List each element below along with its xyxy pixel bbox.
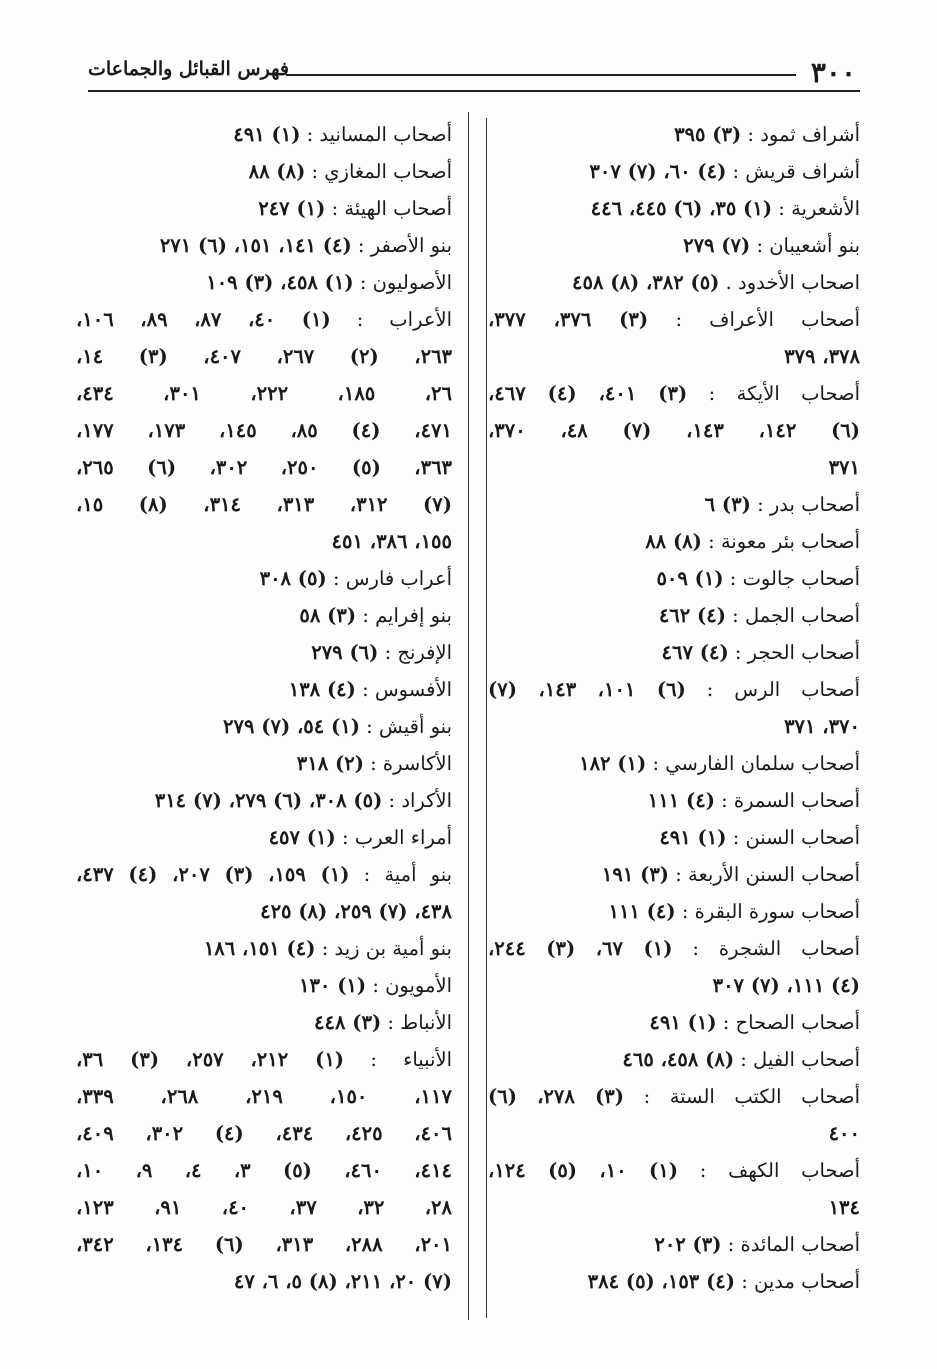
index-entry: [76, 634, 452, 671]
index-refs: (٤) ١٥٣، (٥) ٣٨٤: [587, 1270, 736, 1293]
index-entry-line: [76, 782, 452, 819]
index-term: بنو أقيش :: [366, 715, 452, 738]
index-entry-line: [76, 560, 452, 597]
index-refs: (٤) ١١١، (٧) ٣٠٧: [712, 974, 860, 997]
index-term: الأنبياء :: [370, 1048, 452, 1071]
index-refs: (٤) ١٥١، ١٨٦: [203, 937, 316, 960]
index-term: أصحاب الصحاح :: [722, 1011, 860, 1034]
index-entry: [488, 1041, 860, 1078]
index-entry-line: [488, 523, 860, 560]
index-entry-line: [488, 1226, 860, 1263]
header-dash: [286, 74, 796, 76]
index-entry: [76, 708, 452, 745]
index-entry: [76, 671, 452, 708]
index-term: الإفرنج :: [384, 641, 452, 664]
index-refs: ٤٧١، (٤) ٨٥، ١٤٥، ١٧٣، ١٧٧،: [76, 419, 452, 442]
index-refs: ١٥٥، ٣٨٦، ٤٥١: [331, 530, 452, 553]
index-refs: (٥) ٣٠٨، (٦) ٢٧٩، (٧) ٣١٤: [154, 789, 383, 812]
index-refs: (١) ٢١٢، ٢٥٧، (٣) ٣٦،: [76, 1048, 345, 1071]
index-entry: [488, 116, 860, 153]
index-entry-line: [488, 819, 860, 856]
index-refs: ٢٠١، ٢٨٨، ٣١٣، (٦) ١٣٤، ٣٤٢،: [76, 1233, 452, 1256]
index-refs: (٧) ٢٧٩: [683, 234, 751, 257]
index-entry-line: [488, 930, 860, 967]
index-term: أصحاب مدين :: [741, 1270, 860, 1293]
index-entry-line: [488, 1004, 860, 1041]
index-entry-line: [76, 375, 452, 412]
index-entry: [488, 1226, 860, 1263]
index-entry-line: [488, 153, 860, 190]
index-term: الأكاسرة :: [370, 752, 452, 775]
index-refs: (٤) ١٣٨: [288, 678, 356, 701]
index-term: أشراف قريش :: [732, 160, 860, 183]
index-refs: (٥) ٣٠٨: [259, 567, 327, 590]
index-term: أمراء العرب :: [341, 826, 452, 849]
index-entry: [488, 486, 860, 523]
index-term: أصحاب سورة البقرة :: [681, 900, 860, 923]
index-term: أصحاب المسانيد :: [306, 123, 452, 146]
index-refs: (١) ٤٥٨، (٣) ١٠٩: [206, 271, 354, 294]
index-refs: (١) ٤٩١: [659, 826, 727, 849]
index-refs: (٣) ٦: [704, 493, 751, 516]
index-entry: [488, 671, 860, 745]
index-refs: (١) ٤٩١: [233, 123, 301, 146]
column-divider: [468, 112, 469, 1320]
index-entry-line: [488, 190, 860, 227]
index-entry-line: [488, 301, 860, 338]
index-entry: [76, 967, 452, 1004]
index-entry-line: [76, 1226, 452, 1263]
index-refs: (٣) ٤٠١، (٤) ٤٦٧،: [488, 382, 688, 405]
index-term: بنو إفرايم :: [362, 604, 452, 627]
index-entry-line: [488, 486, 860, 523]
index-refs: (١) ١٨٢: [579, 752, 647, 775]
index-refs: ٣٦٣، (٥) ٢٥٠، ٣٠٢، (٦) ٢٦٥،: [76, 456, 453, 479]
index-refs: (٦) ١٤٢، ١٤٣، (٧) ٤٨، ٣٧٠،: [488, 419, 861, 442]
index-entry-line: [76, 1263, 452, 1300]
index-term: الأصوليون :: [359, 271, 452, 294]
index-refs: ٢٦، ١٨٥، ٢٢٢، ٣٠١، ٤٣٤،: [76, 382, 452, 405]
index-entry-line: [76, 1115, 452, 1152]
index-entry-line: [76, 708, 452, 745]
index-refs: (١) ٣٥، (٦) ٤٤٥، ٤٤٦: [590, 197, 773, 220]
index-term: أصحاب السنن الأربعة :: [675, 863, 860, 886]
index-refs: (٣) ٣٩٥: [674, 123, 742, 146]
index-entry-line: [488, 1115, 860, 1152]
index-refs: (١) ٢٤٧: [258, 197, 326, 220]
index-entry: [488, 634, 860, 671]
index-refs: (٧) ٢٠، ٢١١، (٨) ٥، ٦، ٤٧: [233, 1270, 452, 1293]
index-entry: [76, 264, 452, 301]
index-refs: (١) ٥٠٩: [656, 567, 724, 590]
index-entry-line: [488, 782, 860, 819]
index-refs: (٨) ٨٨: [248, 160, 306, 183]
index-entry: [488, 1152, 860, 1226]
index-entry: [76, 819, 452, 856]
index-refs: (٤) ١٤١، ١٥١، (٦) ٢٧١: [159, 234, 352, 257]
index-entry: [488, 1078, 860, 1152]
index-term: أصحاب جالوت :: [729, 567, 860, 590]
index-refs: (٣) ٣٧٦، ٣٧٧،: [488, 308, 649, 331]
index-entry-line: [488, 1152, 860, 1189]
index-refs: (٧) ٣١٢، ٣١٣، ٣١٤، (٨) ١٥،: [76, 493, 452, 516]
index-entry: [488, 782, 860, 819]
index-refs: ١٣٤: [828, 1196, 860, 1219]
index-entry-line: [488, 1263, 860, 1300]
index-term: أصحاب الهيئة :: [331, 197, 452, 220]
index-entry-line: [488, 1189, 860, 1226]
index-entry-line: [488, 338, 860, 375]
index-entry-line: [488, 967, 860, 1004]
index-term: أصحاب الجمل :: [732, 604, 860, 627]
index-entry-line: [76, 116, 452, 153]
column-divider: [486, 118, 487, 1318]
index-column-right: [488, 116, 860, 1300]
index-refs: ٣٧٠، ٣٧١: [784, 715, 860, 738]
index-entry-line: [76, 449, 452, 486]
index-entry: [488, 745, 860, 782]
index-entry-line: [76, 819, 452, 856]
index-term: أعراب فارس :: [332, 567, 452, 590]
index-term: الأمويون :: [372, 974, 452, 997]
index-refs: (١) ١٠، (٥) ١٢٤،: [488, 1159, 678, 1182]
index-entry-line: [76, 597, 452, 634]
index-term: أصحاب بئر معونة :: [708, 530, 860, 553]
index-entry: [76, 856, 452, 930]
index-entry-line: [76, 893, 452, 930]
index-term: أصحاب سلمان الفارسي :: [652, 752, 860, 775]
index-term: أصحاب الفيل :: [740, 1048, 860, 1071]
index-term: أصحاب بدر :: [757, 493, 860, 516]
index-column-left: [76, 116, 452, 1300]
index-entry-line: [488, 412, 860, 449]
index-entry-line: [488, 227, 860, 264]
index-entry: [76, 1004, 452, 1041]
index-term: أصحاب الشجرة :: [692, 937, 861, 960]
index-refs: (٣) ١٩١: [601, 863, 670, 886]
index-entry: [76, 227, 452, 264]
index-entry: [488, 1004, 860, 1041]
index-term: أصحاب الكتب الستة :: [643, 1085, 861, 1108]
index-entry-line: [488, 264, 860, 301]
index-refs: (٥) ٣٨٢، (٨) ٤٥٨: [572, 271, 720, 294]
index-term: اصحاب الأخدود .: [725, 271, 860, 294]
index-refs: ٣٧٨، ٣٧٩: [784, 345, 860, 368]
index-refs: ٤١٤، ٤٦٠، (٥) ٣، ٤، ٩، ١٠،: [76, 1159, 453, 1182]
index-refs: ٢٨، ٣٢، ٣٧، ٤٠، ٩١، ١٢٣،: [76, 1196, 452, 1219]
index-entry-line: [488, 597, 860, 634]
index-term: أصحاب الكهف :: [699, 1159, 861, 1182]
index-term: الأفسوس :: [362, 678, 452, 701]
index-refs: (٣) ٤٤٨: [314, 1011, 382, 1034]
index-entry: [76, 782, 452, 819]
index-refs: (٤) ٤٦٢: [658, 604, 726, 627]
index-entry-line: [488, 375, 860, 412]
index-term: بنو أمية :: [363, 863, 453, 886]
index-entry-line: [488, 745, 860, 782]
index-entry: [76, 116, 452, 153]
index-refs: ٣٧١: [828, 456, 860, 479]
index-entry-line: [488, 671, 860, 708]
index-entry-line: [76, 1189, 452, 1226]
index-refs: (٦) ٢٧٩: [311, 641, 379, 664]
index-entry-line: [76, 338, 452, 375]
index-entry-line: [76, 264, 452, 301]
header-rule: [88, 90, 860, 92]
index-entry-line: [488, 856, 860, 893]
index-entry-line: [76, 153, 452, 190]
index-term: بنو أمية بن زيد :: [321, 937, 452, 960]
index-entry: [488, 930, 860, 1004]
index-refs: (١) ٤٩١: [649, 1011, 717, 1034]
index-entry: [76, 153, 452, 190]
index-term: أشراف ثمود :: [747, 123, 860, 146]
index-entry: [488, 227, 860, 264]
index-refs: (٢) ٣١٨: [296, 752, 364, 775]
index-entry-line: [76, 486, 452, 523]
index-refs: (٣) ٢٠٢: [654, 1233, 722, 1256]
index-entry: [488, 190, 860, 227]
index-entry: [488, 264, 860, 301]
index-refs: ١١٧، ١٥٠، ٢١٩، ٢٦٨، ٣٣٩،: [76, 1085, 452, 1108]
index-refs: (١) ١٣٠: [298, 974, 367, 997]
index-entry-line: [488, 893, 860, 930]
index-term: الأعراب :: [356, 308, 452, 331]
index-entry: [488, 523, 860, 560]
index-refs: (٤) ١١١: [647, 789, 715, 812]
index-term: الأشعرية :: [778, 197, 860, 220]
index-entry: [488, 153, 860, 190]
index-entry-line: [488, 116, 860, 153]
index-term: أصحاب السمرة :: [721, 789, 860, 812]
index-entry: [76, 190, 452, 227]
index-refs: (١) ٤٥٧: [268, 826, 336, 849]
index-entry-line: [76, 856, 452, 893]
index-entry-line: [488, 1078, 860, 1115]
index-entry: [76, 560, 452, 597]
index-refs: ٤٠٠: [828, 1122, 860, 1145]
index-entry-line: [488, 634, 860, 671]
index-entry-line: [76, 671, 452, 708]
index-refs: (٤) ٦٠، (٧) ٣٠٧: [589, 160, 727, 183]
index-entry: [488, 893, 860, 930]
index-refs: (٨) ٨٨: [645, 530, 702, 553]
index-term: أصحاب السنن :: [732, 826, 860, 849]
index-term: بنو الأصفر :: [357, 234, 452, 257]
index-refs: (١) ١٥٩، (٣) ٢٠٧، (٤) ٤٣٧،: [76, 863, 350, 886]
index-term: الأنباط :: [387, 1011, 452, 1034]
index-term: أصحاب الرس :: [706, 678, 860, 701]
index-refs: (١) ٦٧، (٣) ٢٤٤،: [488, 937, 673, 960]
index-entry: [488, 597, 860, 634]
index-entry-line: [76, 227, 452, 264]
page-number: ٣٠٠: [810, 56, 856, 89]
index-entry-line: [76, 1152, 452, 1189]
index-entry-line: [76, 1041, 452, 1078]
running-title: فهرس القبائل والجماعات: [88, 58, 289, 80]
index-entry-line: [76, 1078, 452, 1115]
index-entry: [76, 930, 452, 967]
index-refs: (١) ٥٤، (٧) ٢٧٩: [223, 715, 360, 738]
page-header: [88, 52, 860, 92]
index-term: أصحاب الأيكة :: [708, 382, 861, 405]
index-entry-line: [76, 967, 452, 1004]
index-entry-line: [76, 523, 452, 560]
index-refs: (٦) ١٠١، ١٤٣، (٧): [488, 678, 686, 701]
index-entry-line: [488, 1041, 860, 1078]
index-term: أصحاب الأعراف :: [675, 308, 861, 331]
index-entry-line: [76, 301, 452, 338]
index-entry: [76, 597, 452, 634]
index-refs: (٣) ٢٧٨، (٦): [488, 1085, 624, 1108]
index-entry: [488, 375, 860, 486]
index-entry-line: [76, 745, 452, 782]
index-entry-line: [488, 560, 860, 597]
index-refs: (٣) ٥٨: [299, 604, 357, 627]
index-entry: [76, 301, 452, 560]
index-term: الأكراد :: [388, 789, 452, 812]
index-entry: [76, 1041, 452, 1300]
index-refs: (١) ٤٠، ٨٧، ٨٩، ١٠٦،: [76, 308, 331, 331]
index-entry-line: [488, 708, 860, 745]
index-entry: [76, 745, 452, 782]
index-term: أصحاب المغازي :: [311, 160, 452, 183]
index-entry-line: [488, 449, 860, 486]
index-entry-line: [76, 1004, 452, 1041]
index-refs: (٤) ١١١: [608, 900, 676, 923]
index-entry-line: [76, 930, 452, 967]
index-entry: [488, 560, 860, 597]
index-entry: [488, 301, 860, 375]
index-term: أصحاب المائدة :: [727, 1233, 860, 1256]
index-entry-line: [76, 412, 452, 449]
index-entry: [488, 1263, 860, 1300]
index-entry-line: [76, 190, 452, 227]
index-entry-line: [76, 634, 452, 671]
index-refs: (٤) ٤٦٧: [661, 641, 729, 664]
index-refs: ٤٠٦، ٤٢٥، ٤٣٤، (٤) ٣٠٢، ٤٠٩،: [76, 1122, 452, 1145]
index-entry: [488, 819, 860, 856]
index-term: بنو أشعيبان :: [756, 234, 860, 257]
index-refs: (٨) ٤٥٨، ٤٦٥: [622, 1048, 735, 1071]
index-refs: ٤٣٨، (٧) ٢٥٩، (٨) ٤٢٥: [260, 900, 452, 923]
index-term: أصحاب الحجر :: [734, 641, 860, 664]
index-entry: [488, 856, 860, 893]
index-refs: ٢٦٣، (٢) ٢٦٧، ٤٠٧، (٣) ١٤،: [76, 345, 453, 368]
